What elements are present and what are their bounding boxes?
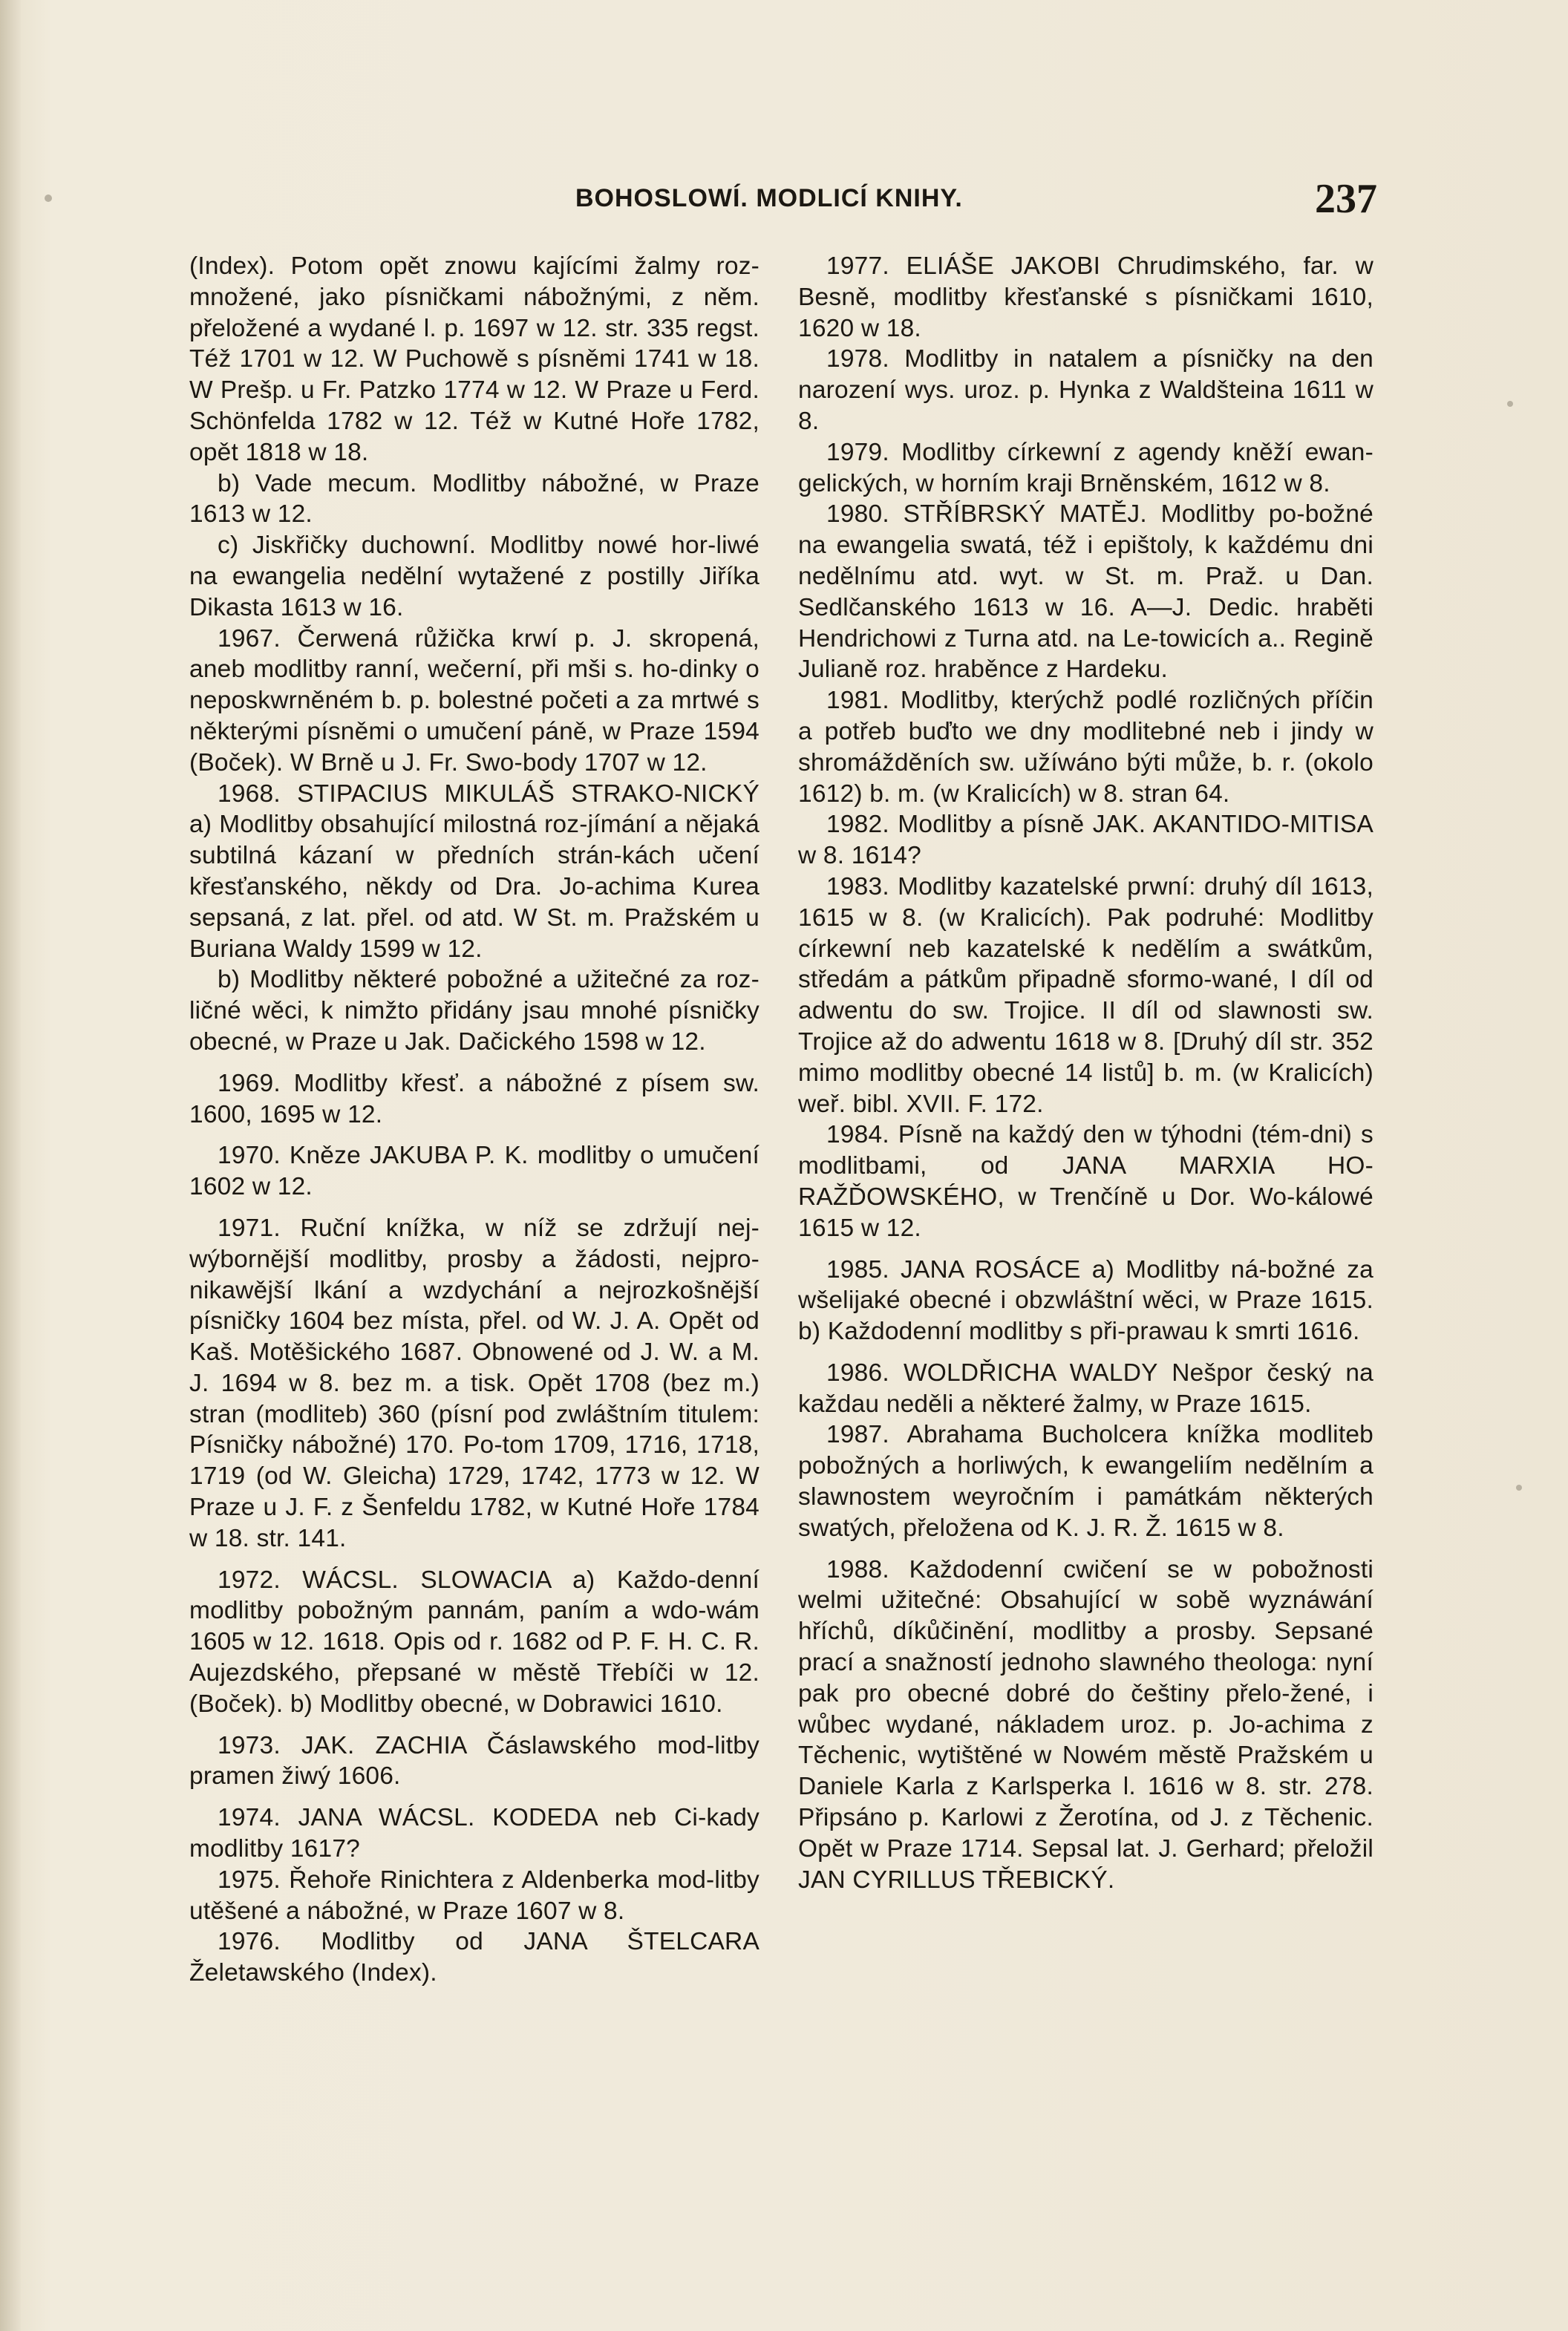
page-header [189,175,1377,227]
entry-paragraph: 1981. Modlitby, kterýchž podlé rozličných příčin a potřeb buďto we dny modlitebné neb i jindy w shromážděních sw. užíwáno býti může, b. r. (okolo 1612) b. m. (w Kralicích) w 8. stran 64. [798,687,1373,808]
entry-paragraph: 1979. Modlitby církewní z agendy kněží ewan-gelických, w horním kraji Brněnském, 1612 w 8. [798,438,1373,497]
entry-paragraph: 1971. Ruční knížka, w níž se zdržují nej-wýbornější modlitby, prosby a žádosti, nejpro-nikawější lkání a wzdychání a nejrozkošnější písničky 1604 bez místa, přel. od W. J. A. Opět od Kaš. Motěšického 1687. Obnowené od J. W. a M. J. 1694 w 8. bez m. a tisk. Opět 1708 (bez m.) stran (modliteb) 360 (písní pod zwláštním titulem: Písničky nábožné) 170. Po-tom 1709, 1716, 1718, 1719 (od W. Gleicha) 1729, 1742, 1773 w 12. W Praze u J. F. z Šenfeldu 1782, w Kutné Hoře 1784 w 18. str. 141. [189,1214,760,1552]
entry-paragraph: 1968. STIPACIUS MIKULÁŠ STRAKO-NICKÝ a) Modlitby obsahující milostná roz-jímání a nějaká subtilná kázaní w předních strán-kách učení křesťanského, někdy od Dra. Jo-achima Kurea sepsaná, z lat. přel. od atd. W St. m. Pražském u Buriana Waldy 1599 w 12. [189,779,760,963]
entry-paragraph: 1977. ELIÁŠE JAKOBI Chrudimského, far. w Besně, modlitby křesťanské s písničkami 1610, 1620 w 18. [798,252,1373,342]
entry-paragraph: 1984. Písně na každý den w týhodni (tém-dni) s modlitbami, od JANA MARXIA HO-RAŽĎOWSKÉHO, w Trenčíně u Dor. Wo-kálowé 1615 w 12. [798,1121,1373,1242]
paper-speck [1507,401,1513,407]
entry-paragraph: 1972. WÁCSL. SLOWACIA a) Každo-denní modlitby pobožným pannám, paním a wdo-wám 1605 w 12. 1618. Opis od r. 1682 od P. F. H. C. R. Aujezdského, přepsané w městě Třebíči w 12. (Boček). b) Modlitby obecné, w Dobrawici 1610. [189,1566,760,1718]
entry-paragraph: 1976. Modlitby od JANA ŠTELCARA Želetawského (Index). [189,1928,760,1987]
paper-speck [45,194,52,202]
entry-paragraph: 1978. Modlitby in natalem a písničky na den narození wys. uroz. p. Hynka z Waldšteina 1611 w 8. [798,345,1373,435]
entry-paragraph: 1969. Modlitby křesť. a nábožné z písem sw. 1600, 1695 w 12. [189,1069,760,1128]
entry-paragraph: 1985. JANA ROSÁCE a) Modlitby ná-božné za wšelijaké obecné i obzwláštní wěci, w Praze 1615. b) Každodenní modlitby s při-prawau k smrti 1616. [798,1255,1373,1346]
entry-paragraph: 1983. Modlitby kazatelské prwní: druhý díl 1613, 1615 w 8. (w Kralicích). Pak podruhé: Modlitby církewní neb kazatelské k nedělím a swátkům, středám a pátkům připadně sformo-wané, I díl od adwentu do sw. Trojice. II díl od slawnosti sw. Trojice až do adwentu 1618 w 8. [Druhý díl str. 352 mimo modlitby obecné 14 listů] b. m. (w Kralicích) weř. bibl. XVII. F. 172. [798,872,1373,1118]
entry-paragraph: b) Vade mecum. Modlitby nábožné, w Praze 1613 w 12. [189,469,760,529]
entry-paragraph: 1982. Modlitby a písně JAK. AKANTIDO-MITISA w 8. 1614? [798,811,1373,870]
entry-paragraph: 1986. WOLDŘICHA WALDY Nešpor český na každau neděli a některé žalmy, w Praze 1615. [798,1359,1373,1418]
paper-speck [1516,1485,1522,1491]
entry-paragraph: 1967. Čerwená růžička krwí p. J. skropená, aneb modlitby ranní, wečerní, při mši s. ho-dinky o neposkwrněném b. p. bolestné početi a za mrtwé s některými písněmi o umučení páně, w Praze 1594 (Boček). W Brně u J. Fr. Swo-body 1707 w 12. [189,624,760,777]
entry-paragraph: c) Jiskřičky duchowní. Modlitby nowé hor-liwé na ewangelia nedělní wytažené z postilly Jiříka Dikasta 1613 w 16. [189,532,760,621]
entry-paragraph: 1988. Každodenní cwičení se w pobožnosti welmi užitečné: Obsahující w sobě wyznáwání hříchů, díkůčinění, modlitby a prosby. Sepsané prací a snažností jednoho slawného theologa: nyní pak pro obecné dobré do češtiny přelo-žené, i wůbec wydané, nákladem uroz. p. Jo-achima z Těchenic, wytištěné w Nowém městě Pražském u Daniele Karla z Karlsperka l. 1616 w 8. str. 278. Připsáno p. Karlowi z Žerotína, od J. z Těchenic. Opět w Praze 1714. Sepsal lat. J. Gerhard; přeložil JAN CYRILLUS TŘEBICKÝ. [798,1555,1373,1894]
running-head: BOHOSLOWÍ. MODLICÍ KNIHY. [575,184,963,212]
right-column [798,251,1373,1895]
left-column [189,251,760,1989]
page-number: 237 [1315,176,1377,222]
entry-paragraph: 1974. JANA WÁCSL. KODEDA neb Ci-kady modlitby 1617? [189,1804,760,1863]
entry-paragraph: b) Modlitby některé pobožné a užitečné za roz-ličné wěci, k nimžto přidány jsau mnohé písničky obecné, w Praze u Jak. Dačického 1598 w 12. [189,966,760,1056]
entry-paragraph: 1970. Kněze JAKUBA P. K. modlitby o umučení 1602 w 12. [189,1142,760,1201]
entry-paragraph: (Index). Potom opět znowu kajícími žalmy roz-množené, jako písničkami nábožnými, z něm. přeložené a wydané l. p. 1697 w 12. str. 335 regst. Též 1701 w 12. W Puchowě s písněmi 1741 w 18. W Prešp. u Fr. Patzko 1774 w 12. W Praze u Ferd. Schönfelda 1782 w 12. Též w Kutné Hoře 1782, opět 1818 w 18. [189,252,760,466]
entry-paragraph: 1973. JAK. ZACHIA Čáslawského mod-litby pramen žiwý 1606. [189,1731,760,1791]
page-spine-shadow [0,0,21,2331]
entry-paragraph: 1980. STŘÍBRSKÝ MATĚJ. Modlitby po-božné na ewangelia swatá, též i epištoly, k každému dni nedělnímu atd. wyt. w St. m. Praž. u Dan. Sedlčanského 1613 w 16. A—J. Dedic. hraběti Hendrichowi z Turna atd. na Le-towicích a.. Regině Julianě roz. hraběnce z Hardeku. [798,500,1373,684]
entry-paragraph: 1975. Řehoře Rinichtera z Aldenberka mod-litby utěšené a nábožné, w Praze 1607 w 8. [189,1866,760,1925]
entry-paragraph: 1987. Abrahama Bucholcera knížka modliteb pobožných a horliwých, k ewangeliím nedělním a slawnostem weyročním i památkám některých swatých, přeložena od K. J. R. Ž. 1615 w 8. [798,1421,1373,1542]
